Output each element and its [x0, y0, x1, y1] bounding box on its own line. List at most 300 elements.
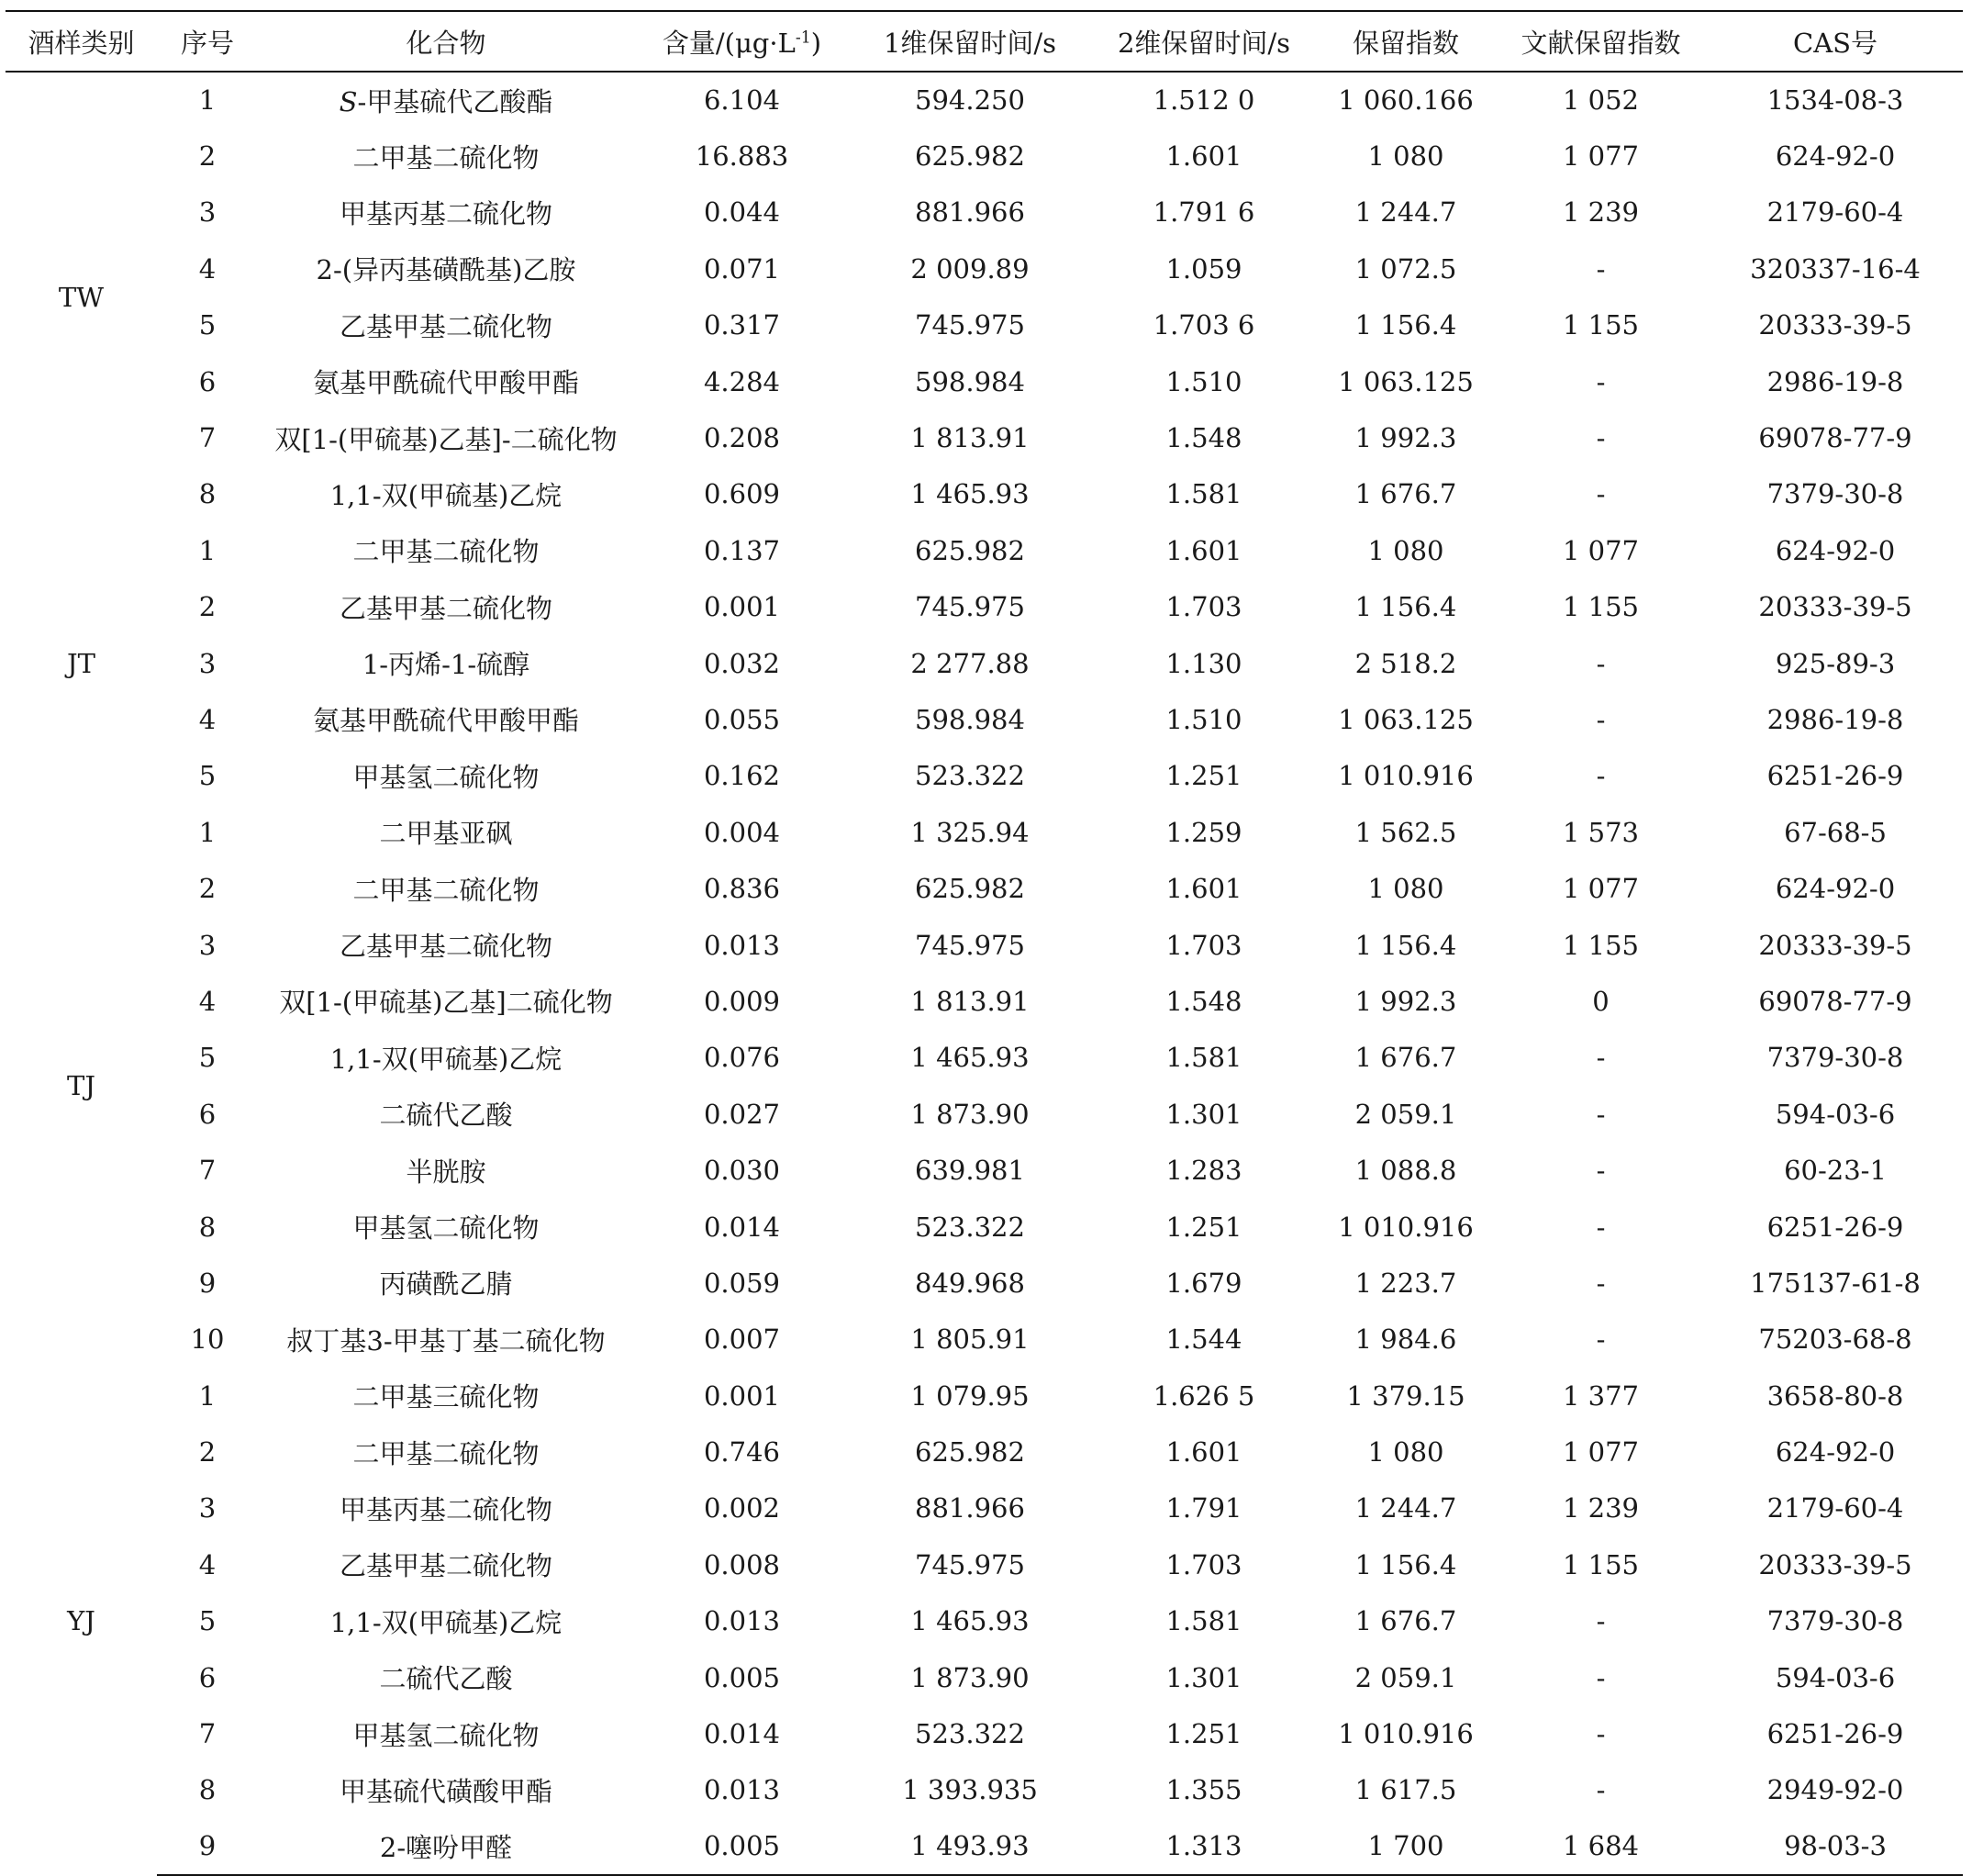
cell-lit-ri: 1 239 [1562, 196, 1640, 229]
cell-ri: 1 676.7 [1354, 1605, 1457, 1637]
cell-index: 1 [198, 816, 217, 848]
cell-compound: 双[1-(甲硫基)乙基]二硫化物 [279, 987, 613, 1019]
cell-index: 5 [198, 760, 217, 792]
cell-index: 10 [190, 1323, 225, 1356]
cell-index: 1 [198, 1379, 217, 1412]
cell-rt1: 745.975 [915, 929, 1025, 961]
cell-lit-ri: 1 155 [1562, 929, 1640, 961]
cell-ri: 1 700 [1318, 1818, 1494, 1874]
cell-compound: 2-噻吩甲醛 [258, 1818, 634, 1874]
cell-ri: 1 562.5 [1354, 816, 1457, 848]
cell-lit-ri: - [1596, 1323, 1606, 1356]
cell-rt1: 1 325.94 [910, 816, 1030, 848]
cell-compound: 双[1-(甲硫基)乙基]-二硫化物 [274, 423, 618, 455]
cell-cas: 2986-19-8 [1766, 703, 1904, 735]
cell-rt1: 881.966 [915, 196, 1025, 229]
cell-rt2: 1.581 [1165, 1605, 1242, 1637]
cell-compound: 二甲基二硫化物 [352, 141, 540, 173]
cell-rt1: 2 277.88 [910, 647, 1030, 679]
header-content-text: 含量/(μg·L [662, 27, 796, 59]
cell-rt2: 1.601 [1165, 534, 1242, 566]
cell-index: 4 [198, 1548, 217, 1580]
cell-rt1: 598.984 [915, 365, 1025, 397]
cell-ri: 1 010.916 [1338, 1211, 1474, 1243]
cell-index: 5 [198, 1042, 217, 1074]
cell-lit-ri: 0 [1592, 985, 1610, 1017]
cell-content: 0.009 [703, 985, 781, 1017]
table-row [6, 1312, 1963, 1368]
cell-compound: 丙磺酰乙腈 [379, 1268, 513, 1301]
cell-rt1: 1 813.91 [910, 422, 1030, 454]
cell-ri: 1 676.7 [1354, 1042, 1457, 1074]
cell-lit-ri: - [1596, 365, 1606, 397]
cell-rt2: 1.791 6 [1153, 196, 1255, 229]
cell-rt2: 1.703 [1165, 929, 1242, 961]
cell-rt1: 639.981 [915, 1155, 1025, 1187]
cell-cas: 20333-39-5 [1758, 591, 1912, 623]
cell-rt1: 625.982 [915, 140, 1025, 173]
cell-rt1: 625.982 [915, 534, 1025, 566]
header-content-sup: -1 [795, 28, 811, 47]
cell-rt1: 523.322 [915, 1718, 1025, 1750]
cell-cas: 2949-92-0 [1766, 1774, 1904, 1806]
cell-rt2: 1.544 [1165, 1323, 1242, 1356]
cell-compound: 甲基丙基二硫化物 [339, 1493, 552, 1525]
cell-ri: 1 010.916 [1338, 760, 1474, 792]
cell-ri: 1 080 [1367, 140, 1444, 173]
cell-cas: 624-92-0 [1775, 534, 1896, 566]
table-row [6, 917, 1963, 973]
cell-content: 0.836 [703, 873, 781, 905]
table-row [6, 1368, 1963, 1424]
cell-lit-ri: 1 077 [1562, 534, 1640, 566]
cell-rt2: 1.301 [1165, 1661, 1242, 1693]
cell-cas: 6251-26-9 [1766, 1718, 1904, 1750]
header-sample-type: 酒样类别 [6, 11, 157, 72]
cell-index: 1 [198, 534, 217, 566]
cell-rt2: 1.059 [1165, 252, 1242, 285]
header-content [634, 11, 850, 72]
table-row [6, 804, 1963, 860]
table-row [6, 1424, 1963, 1480]
cell-compound: 甲基氢二硫化物 [352, 1212, 540, 1244]
table-header [6, 11, 1963, 72]
cell-rt2: 1.130 [1165, 647, 1242, 679]
cell-ri: 1 063.125 [1338, 365, 1474, 397]
cell-content: 0.004 [703, 816, 781, 848]
cell-rt1: 1 465.93 [910, 1605, 1030, 1637]
cell-rt2: 1.601 [1165, 1436, 1242, 1468]
cell-rt2: 1.581 [1165, 478, 1242, 510]
table-row [6, 973, 1963, 1029]
cell-rt1: 1 465.93 [910, 1042, 1030, 1074]
cell-index: 3 [198, 196, 217, 229]
cell-lit-ri: 1 052 [1562, 84, 1640, 117]
cell-index: 3 [198, 929, 217, 961]
cell-lit-ri: 1 155 [1562, 591, 1640, 623]
cell-index: 9 [198, 1267, 217, 1299]
table-row [6, 1536, 1963, 1592]
cell-rt1: 523.322 [915, 1211, 1025, 1243]
cell-rt2: 1.251 [1165, 1211, 1242, 1243]
cell-lit-ri: - [1596, 1661, 1606, 1693]
compound-prefix: S [339, 85, 358, 117]
compound-name: -甲基硫代乙酸酯 [357, 85, 553, 117]
cell-rt1: 523.322 [915, 760, 1025, 792]
cell-content: 0.014 [703, 1211, 781, 1243]
table-row [6, 409, 1963, 465]
cell-content: 0.030 [703, 1155, 781, 1187]
cell-lit-ri: - [1596, 703, 1606, 735]
cell-content: 0.013 [703, 1605, 781, 1637]
table-row [6, 1142, 1963, 1198]
cell-rt2: 1.601 [1165, 873, 1242, 905]
cell-index: 4 [198, 703, 217, 735]
cell-content: 0.013 [703, 929, 781, 961]
cell-compound [258, 72, 634, 128]
cell-index: 3 [198, 1492, 217, 1524]
cell-index: 7 [198, 422, 217, 454]
cell-lit-ri: - [1596, 1267, 1606, 1299]
cell-index: 8 [198, 1211, 217, 1243]
table-body [6, 72, 1963, 1875]
cell-compound: 氨基甲酰硫代甲酸甲酯 [312, 705, 579, 737]
cell-sample-type: YJ [67, 1605, 95, 1637]
cell-lit-ri: 1 077 [1562, 140, 1640, 173]
cell-compound: 1-丙烯-1-硫醇 [362, 649, 530, 681]
cell-ri: 1 992.3 [1354, 422, 1457, 454]
cell-rt2: 1.251 [1165, 760, 1242, 792]
cell-rt1: 1 393.935 [902, 1774, 1038, 1806]
cell-rt1: 745.975 [915, 591, 1025, 623]
cell-compound: 二硫代乙酸 [379, 1100, 513, 1132]
cell-rt1: 881.966 [915, 1492, 1025, 1524]
cell-rt2: 1.626 5 [1153, 1379, 1255, 1412]
cell-content: 0.609 [703, 478, 781, 510]
cell-ri: 1 080 [1367, 534, 1444, 566]
cell-ri: 1 156.4 [1354, 1548, 1457, 1580]
header-ri: 保留指数 [1318, 11, 1494, 72]
table-row [6, 1199, 1963, 1255]
cell-index: 2 [198, 1436, 217, 1468]
table-row [6, 1705, 1963, 1761]
cell-content: 0.027 [703, 1098, 781, 1130]
cell-index: 8 [198, 478, 217, 510]
cell-index: 5 [198, 1605, 217, 1637]
cell-cas: 67-68-5 [1784, 816, 1887, 848]
cell-index: 4 [198, 252, 217, 285]
cell-compound: 乙基甲基二硫化物 [339, 931, 552, 963]
cell-rt2: 1.601 [1165, 140, 1242, 173]
table-row [6, 635, 1963, 691]
cell-rt1: 1 873.90 [910, 1098, 1030, 1130]
cell-cas: 69078-77-9 [1758, 985, 1912, 1017]
cell-lit-ri: 1 377 [1562, 1379, 1640, 1412]
cell-compound: 氨基甲酰硫代甲酸甲酯 [312, 367, 579, 399]
cell-rt2: 1.703 [1165, 1548, 1242, 1580]
cell-lit-ri: - [1596, 252, 1606, 285]
cell-ri: 1 010.916 [1338, 1718, 1474, 1750]
cell-rt1: 1 873.90 [910, 1661, 1030, 1693]
cell-compound: 1,1-双(甲硫基)乙烷 [329, 479, 563, 511]
table-row [6, 1649, 1963, 1705]
cell-rt2: 1.512 0 [1153, 84, 1255, 117]
cell-rt1: 1 805.91 [910, 1323, 1030, 1356]
cell-content: 0.005 [703, 1661, 781, 1693]
cell-lit-ri: 1 684 [1494, 1818, 1708, 1874]
cell-content: 0.059 [703, 1267, 781, 1299]
cell-cas: 75203-68-8 [1758, 1323, 1912, 1356]
cell-ri: 2 059.1 [1354, 1661, 1457, 1693]
cell-cas: 624-92-0 [1775, 140, 1896, 173]
cell-lit-ri: - [1596, 647, 1606, 679]
cell-compound: 叔丁基3-甲基丁基二硫化物 [286, 1324, 606, 1357]
table-row [6, 297, 1963, 353]
cell-cas: 925-89-3 [1775, 647, 1896, 679]
cell-content: 0.044 [703, 196, 781, 229]
table-row [6, 1255, 1963, 1311]
cell-ri: 1 156.4 [1354, 929, 1457, 961]
cell-compound: 二甲基二硫化物 [352, 1437, 540, 1469]
cell-content: 0.162 [703, 760, 781, 792]
cell-lit-ri: - [1596, 1155, 1606, 1187]
cell-content: 6.104 [703, 84, 781, 117]
cell-ri: 1 244.7 [1354, 196, 1457, 229]
header-row [6, 11, 1963, 72]
cell-compound: 乙基甲基二硫化物 [339, 1550, 552, 1582]
cell-compound: 乙基甲基二硫化物 [339, 310, 552, 342]
cell-index: 2 [198, 591, 217, 623]
cell-cas: 2986-19-8 [1766, 365, 1904, 397]
cell-content: 0.071 [703, 252, 781, 285]
cell-compound: 甲基氢二硫化物 [352, 1719, 540, 1751]
cell-rt1: 1 079.95 [910, 1379, 1030, 1412]
cell-ri: 1 676.7 [1354, 478, 1457, 510]
cell-lit-ri: - [1596, 1098, 1606, 1130]
table-row [6, 860, 1963, 916]
cell-index: 9 [157, 1818, 258, 1874]
cell-content: 0.008 [703, 1548, 781, 1580]
table-row [6, 691, 1963, 747]
header-rt1: 1维保留时间/s [850, 11, 1090, 72]
table-row [6, 1086, 1963, 1142]
cell-compound: 甲基氢二硫化物 [352, 761, 540, 793]
cell-lit-ri: - [1596, 1774, 1606, 1806]
cell-lit-ri: 1 573 [1562, 816, 1640, 848]
cell-rt1: 745.975 [915, 309, 1025, 341]
cell-lit-ri: - [1596, 1718, 1606, 1750]
table-row [6, 184, 1963, 240]
cell-rt2: 1.548 [1165, 422, 1242, 454]
cell-index: 7 [198, 1155, 217, 1187]
cell-index: 7 [198, 1718, 217, 1750]
cell-rt2: 1.581 [1165, 1042, 1242, 1074]
cell-cas: 6251-26-9 [1766, 760, 1904, 792]
cell-ri: 1 080 [1367, 1436, 1444, 1468]
cell-cas: 60-23-1 [1784, 1155, 1887, 1187]
cell-content: 16.883 [695, 140, 789, 173]
table-row [6, 128, 1963, 184]
cell-rt1: 625.982 [915, 873, 1025, 905]
table-row [6, 1480, 1963, 1536]
cell-content: 0.055 [703, 703, 781, 735]
cell-lit-ri: - [1596, 1211, 1606, 1243]
cell-cas: 594-03-6 [1775, 1098, 1896, 1130]
cell-content: 0.076 [703, 1042, 781, 1074]
cell-compound: 二甲基二硫化物 [352, 874, 540, 906]
header-compound: 化合物 [258, 11, 634, 72]
table-row [6, 579, 1963, 635]
cell-rt2: 1.355 [1165, 1774, 1242, 1806]
cell-content: 4.284 [703, 365, 781, 397]
cell-ri: 1 063.125 [1338, 703, 1474, 735]
cell-lit-ri: 1 239 [1562, 1492, 1640, 1524]
cell-sample-type: TJ [67, 1070, 95, 1102]
cell-rt1: 598.984 [915, 703, 1025, 735]
cell-ri: 2 518.2 [1354, 647, 1457, 679]
cell-lit-ri: - [1596, 422, 1606, 454]
cell-cas: 20333-39-5 [1758, 309, 1912, 341]
cell-sample-type: TW [58, 282, 105, 314]
table-row [6, 522, 1963, 578]
cell-content: 0.032 [703, 647, 781, 679]
cell-ri: 1 060.166 [1338, 84, 1474, 117]
cell-cas: 20333-39-5 [1758, 1548, 1912, 1580]
cell-lit-ri: - [1596, 760, 1606, 792]
cell-index: 2 [198, 873, 217, 905]
cell-ri: 2 059.1 [1354, 1098, 1457, 1130]
cell-rt2: 1.251 [1165, 1718, 1242, 1750]
cell-compound: 2-(异丙基磺酰基)乙胺 [316, 254, 576, 286]
header-content-close: ) [810, 27, 822, 59]
cell-content: 0.014 [703, 1718, 781, 1750]
cell-cas: 1534-08-3 [1766, 84, 1904, 117]
cell-rt2: 1.283 [1165, 1155, 1242, 1187]
cell-lit-ri: 1 077 [1562, 873, 1640, 905]
cell-index: 6 [198, 365, 217, 397]
table-row [6, 1030, 1963, 1086]
cell-rt2: 1.791 [1165, 1492, 1242, 1524]
table-row [6, 1762, 1963, 1818]
cell-index: 5 [198, 309, 217, 341]
cell-compound: 二甲基三硫化物 [352, 1381, 540, 1413]
cell-content: 0.007 [703, 1323, 781, 1356]
cell-lit-ri: 1 077 [1562, 1436, 1640, 1468]
cell-index: 2 [198, 140, 217, 173]
cell-rt1: 1 813.91 [910, 985, 1030, 1017]
cell-ri: 1 080 [1367, 873, 1444, 905]
cell-cas: 624-92-0 [1775, 873, 1896, 905]
cell-cas: 7379-30-8 [1766, 1042, 1904, 1074]
table-row [6, 1818, 1963, 1874]
cell-content: 0.001 [703, 1379, 781, 1412]
cell-cas: 98-03-3 [1708, 1818, 1963, 1874]
cell-rt1: 1 465.93 [910, 478, 1030, 510]
cell-content: 0.208 [703, 422, 781, 454]
cell-cas: 6251-26-9 [1766, 1211, 1904, 1243]
table-row [6, 240, 1963, 296]
cell-index: 8 [198, 1774, 217, 1806]
cell-content: 0.137 [703, 534, 781, 566]
cell-index: 3 [198, 647, 217, 679]
cell-compound: 二甲基亚砜 [379, 818, 513, 850]
cell-lit-ri: - [1596, 1605, 1606, 1637]
cell-cas: 7379-30-8 [1766, 478, 1904, 510]
cell-cas: 3658-80-8 [1766, 1379, 1904, 1412]
cell-ri: 1 992.3 [1354, 985, 1457, 1017]
cell-compound: 1,1-双(甲硫基)乙烷 [329, 1043, 563, 1075]
cell-rt1: 2 009.89 [910, 252, 1030, 285]
cell-content: 0.013 [703, 1774, 781, 1806]
cell-rt2: 1.510 [1165, 365, 1242, 397]
cell-lit-ri: 1 155 [1562, 1548, 1640, 1580]
cell-cas: 7379-30-8 [1766, 1605, 1904, 1637]
compound-table [6, 10, 1963, 1876]
cell-ri: 1 156.4 [1354, 591, 1457, 623]
table-row [6, 72, 1963, 128]
table-row [6, 353, 1963, 409]
cell-rt2: 1.313 [1090, 1818, 1318, 1874]
cell-cas: 175137-61-8 [1750, 1267, 1921, 1299]
cell-cas: 624-92-0 [1775, 1436, 1896, 1468]
cell-lit-ri: - [1596, 1042, 1606, 1074]
cell-rt1: 1 493.93 [850, 1818, 1090, 1874]
cell-rt1: 849.968 [915, 1267, 1025, 1299]
cell-rt1: 745.975 [915, 1548, 1025, 1580]
cell-compound: 甲基丙基二硫化物 [339, 197, 552, 229]
cell-rt2: 1.679 [1165, 1267, 1242, 1299]
header-index: 序号 [157, 11, 258, 72]
cell-compound: 半胱胺 [406, 1156, 486, 1188]
cell-cas: 594-03-6 [1775, 1661, 1896, 1693]
cell-rt2: 1.703 6 [1153, 309, 1255, 341]
cell-index: 1 [198, 84, 217, 117]
cell-cas: 320337-16-4 [1750, 252, 1921, 285]
cell-cas: 2179-60-4 [1766, 196, 1904, 229]
cell-index: 4 [198, 985, 217, 1017]
cell-rt2: 1.259 [1165, 816, 1242, 848]
cell-index: 6 [198, 1661, 217, 1693]
cell-rt1: 625.982 [915, 1436, 1025, 1468]
cell-compound: 1,1-双(甲硫基)乙烷 [329, 1606, 563, 1638]
cell-compound: 甲基硫代磺酸甲酯 [339, 1775, 552, 1807]
header-lit-ri: 文献保留指数 [1494, 11, 1708, 72]
cell-rt2: 1.301 [1165, 1098, 1242, 1130]
table-row [6, 748, 1963, 804]
table-row [6, 466, 1963, 522]
cell-ri: 1 617.5 [1354, 1774, 1457, 1806]
cell-ri: 1 088.8 [1354, 1155, 1457, 1187]
table-row [6, 1593, 1963, 1649]
cell-rt2: 1.703 [1165, 591, 1242, 623]
cell-content: 0.002 [703, 1492, 781, 1524]
cell-lit-ri: 1 155 [1562, 309, 1640, 341]
cell-compound: 二甲基二硫化物 [352, 536, 540, 568]
cell-lit-ri: - [1596, 478, 1606, 510]
cell-compound: 乙基甲基二硫化物 [339, 592, 552, 624]
cell-cas: 20333-39-5 [1758, 929, 1912, 961]
cell-compound: 二硫代乙酸 [379, 1663, 513, 1695]
cell-ri: 1 984.6 [1354, 1323, 1457, 1356]
cell-content: 0.001 [703, 591, 781, 623]
cell-ri: 1 379.15 [1346, 1379, 1465, 1412]
cell-ri: 1 244.7 [1354, 1492, 1457, 1524]
cell-sample-type: JT [67, 647, 95, 679]
cell-cas: 2179-60-4 [1766, 1492, 1904, 1524]
cell-content: 0.746 [703, 1436, 781, 1468]
cell-index: 6 [198, 1098, 217, 1130]
header-rt2: 2维保留时间/s [1090, 11, 1318, 72]
